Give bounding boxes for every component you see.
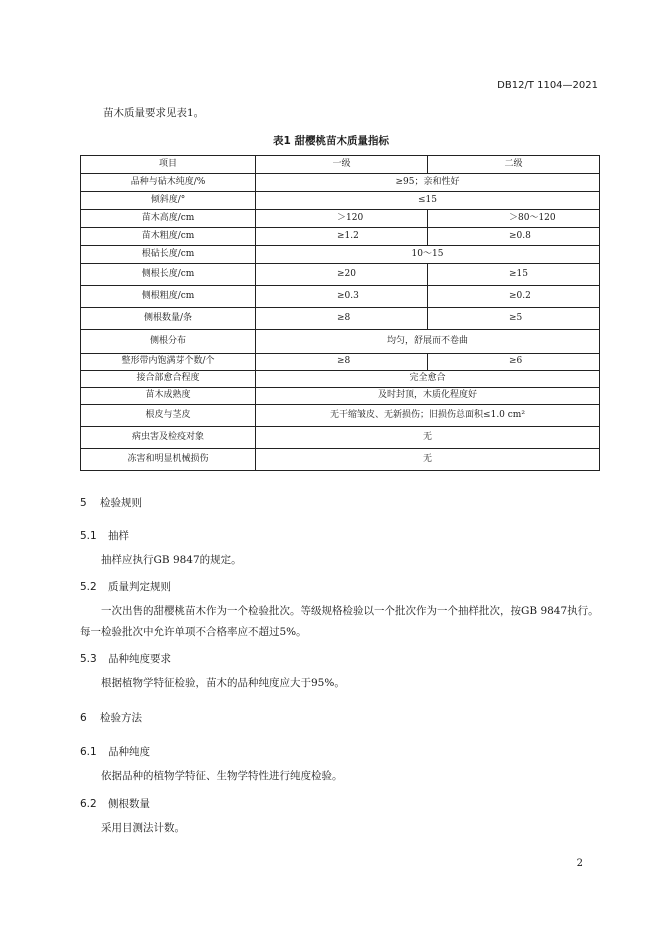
table-row: [81, 371, 600, 388]
section-5-3-heading: 5.3 品种纯度要求: [80, 653, 171, 665]
page-number: 2: [576, 858, 583, 869]
row-item-cell: 侧根长度/cm: [81, 264, 256, 286]
table-row: [81, 286, 600, 308]
table-row: [81, 427, 600, 449]
row-grade-1-cell: ＞120: [256, 210, 428, 228]
section-5-2-heading: 5.2 质量判定规则: [80, 581, 171, 593]
row-item-cell: 侧根分布: [81, 330, 256, 354]
section-5-3-text: 根据植物学特征检验，苗木的品种纯度应大于95%。: [101, 677, 345, 689]
row-value-merged-cell: ≤15: [256, 192, 600, 210]
table-row: [81, 264, 600, 286]
table-caption: 表1 甜樱桃苗木质量指标: [273, 135, 389, 147]
row-value-merged-cell: 无: [256, 449, 600, 471]
section-6-2-text: 采用目测法计数。: [101, 822, 185, 834]
table-row: [81, 330, 600, 354]
row-grade-1-cell: ≥20: [256, 264, 428, 286]
row-item-cell: 整形带内饱满芽个数/个: [81, 354, 256, 371]
document-code: DB12/T 1104—2021: [497, 80, 598, 91]
table-row: [81, 388, 600, 405]
section-6-1-heading: 6.1 品种纯度: [80, 746, 150, 758]
table-row: [81, 210, 600, 228]
section-6-heading: 6 检验方法: [80, 712, 142, 724]
table-row: [81, 192, 600, 210]
table-row: [81, 246, 600, 264]
row-value-merged-cell: 10～15: [256, 246, 600, 264]
table-row: [81, 308, 600, 330]
header-grade-2: 二级: [428, 156, 600, 174]
intro-paragraph: 苗木质量要求见表1。: [103, 107, 205, 119]
quality-table: [80, 155, 600, 471]
section-5-heading: 5 检验规则: [80, 497, 142, 509]
table-row: [81, 174, 600, 192]
row-item-cell: 根砧长度/cm: [81, 246, 256, 264]
row-item-cell: 侧根数量/条: [81, 308, 256, 330]
row-item-cell: 侧根粗度/cm: [81, 286, 256, 308]
row-value-merged-cell: 无: [256, 427, 600, 449]
section-5-1-text: 抽样应执行GB 9847的规定。: [101, 554, 242, 566]
table-row: [81, 405, 600, 427]
header-grade-1: 一级: [256, 156, 428, 174]
section-5-1-heading: 5.1 抽样: [80, 530, 129, 542]
row-value-merged-cell: 均匀，舒展而不卷曲: [256, 330, 600, 354]
table-row: [81, 228, 600, 246]
row-item-cell: 苗木粗度/cm: [81, 228, 256, 246]
section-6-2-heading: 6.2 侧根数量: [80, 798, 150, 810]
row-item-cell: 根皮与茎皮: [81, 405, 256, 427]
row-value-merged-cell: 完全愈合: [256, 371, 600, 388]
table-header-row: [81, 156, 600, 174]
row-item-cell: 苗木高度/cm: [81, 210, 256, 228]
row-grade-1-cell: ≥0.3: [256, 286, 428, 308]
row-item-cell: 苗木成熟度: [81, 388, 256, 405]
row-grade-2-cell: ＞80～120: [428, 210, 600, 228]
row-item-cell: 倾斜度/°: [81, 192, 256, 210]
table-row: [81, 449, 600, 471]
row-grade-2-cell: ≥0.2: [428, 286, 600, 308]
section-5-2-text: 一次出售的甜樱桃苗木作为一个检验批次。等级规格检验以一个批次作为一个抽样批次，按GB 9847执行。每一检验批次中允许单项不合格率应不超过5%。: [80, 605, 599, 638]
row-grade-1-cell: ≥8: [256, 308, 428, 330]
row-value-merged-cell: 及时封顶，木质化程度好: [256, 388, 600, 405]
row-item-cell: 品种与砧木纯度/%: [81, 174, 256, 192]
row-item-cell: 接合部愈合程度: [81, 371, 256, 388]
row-grade-2-cell: ≥15: [428, 264, 600, 286]
section-6-1-text: 依据品种的植物学特征、生物学特性进行纯度检验。: [101, 770, 343, 782]
row-value-merged-cell: ≥95；亲和性好: [256, 174, 600, 192]
row-item-cell: 冻害和明显机械损伤: [81, 449, 256, 471]
row-item-cell: 病虫害及检疫对象: [81, 427, 256, 449]
row-grade-2-cell: ≥0.8: [428, 228, 600, 246]
row-value-merged-cell: 无干缩皱皮、无新损伤；旧损伤总面积≤1.0 cm²: [256, 405, 600, 427]
table-row: [81, 354, 600, 371]
quality-table-body: [81, 156, 600, 471]
row-grade-2-cell: ≥6: [428, 354, 600, 371]
row-grade-2-cell: ≥5: [428, 308, 600, 330]
header-item: 项目: [81, 156, 256, 174]
row-grade-1-cell: ≥8: [256, 354, 428, 371]
row-grade-1-cell: ≥1.2: [256, 228, 428, 246]
